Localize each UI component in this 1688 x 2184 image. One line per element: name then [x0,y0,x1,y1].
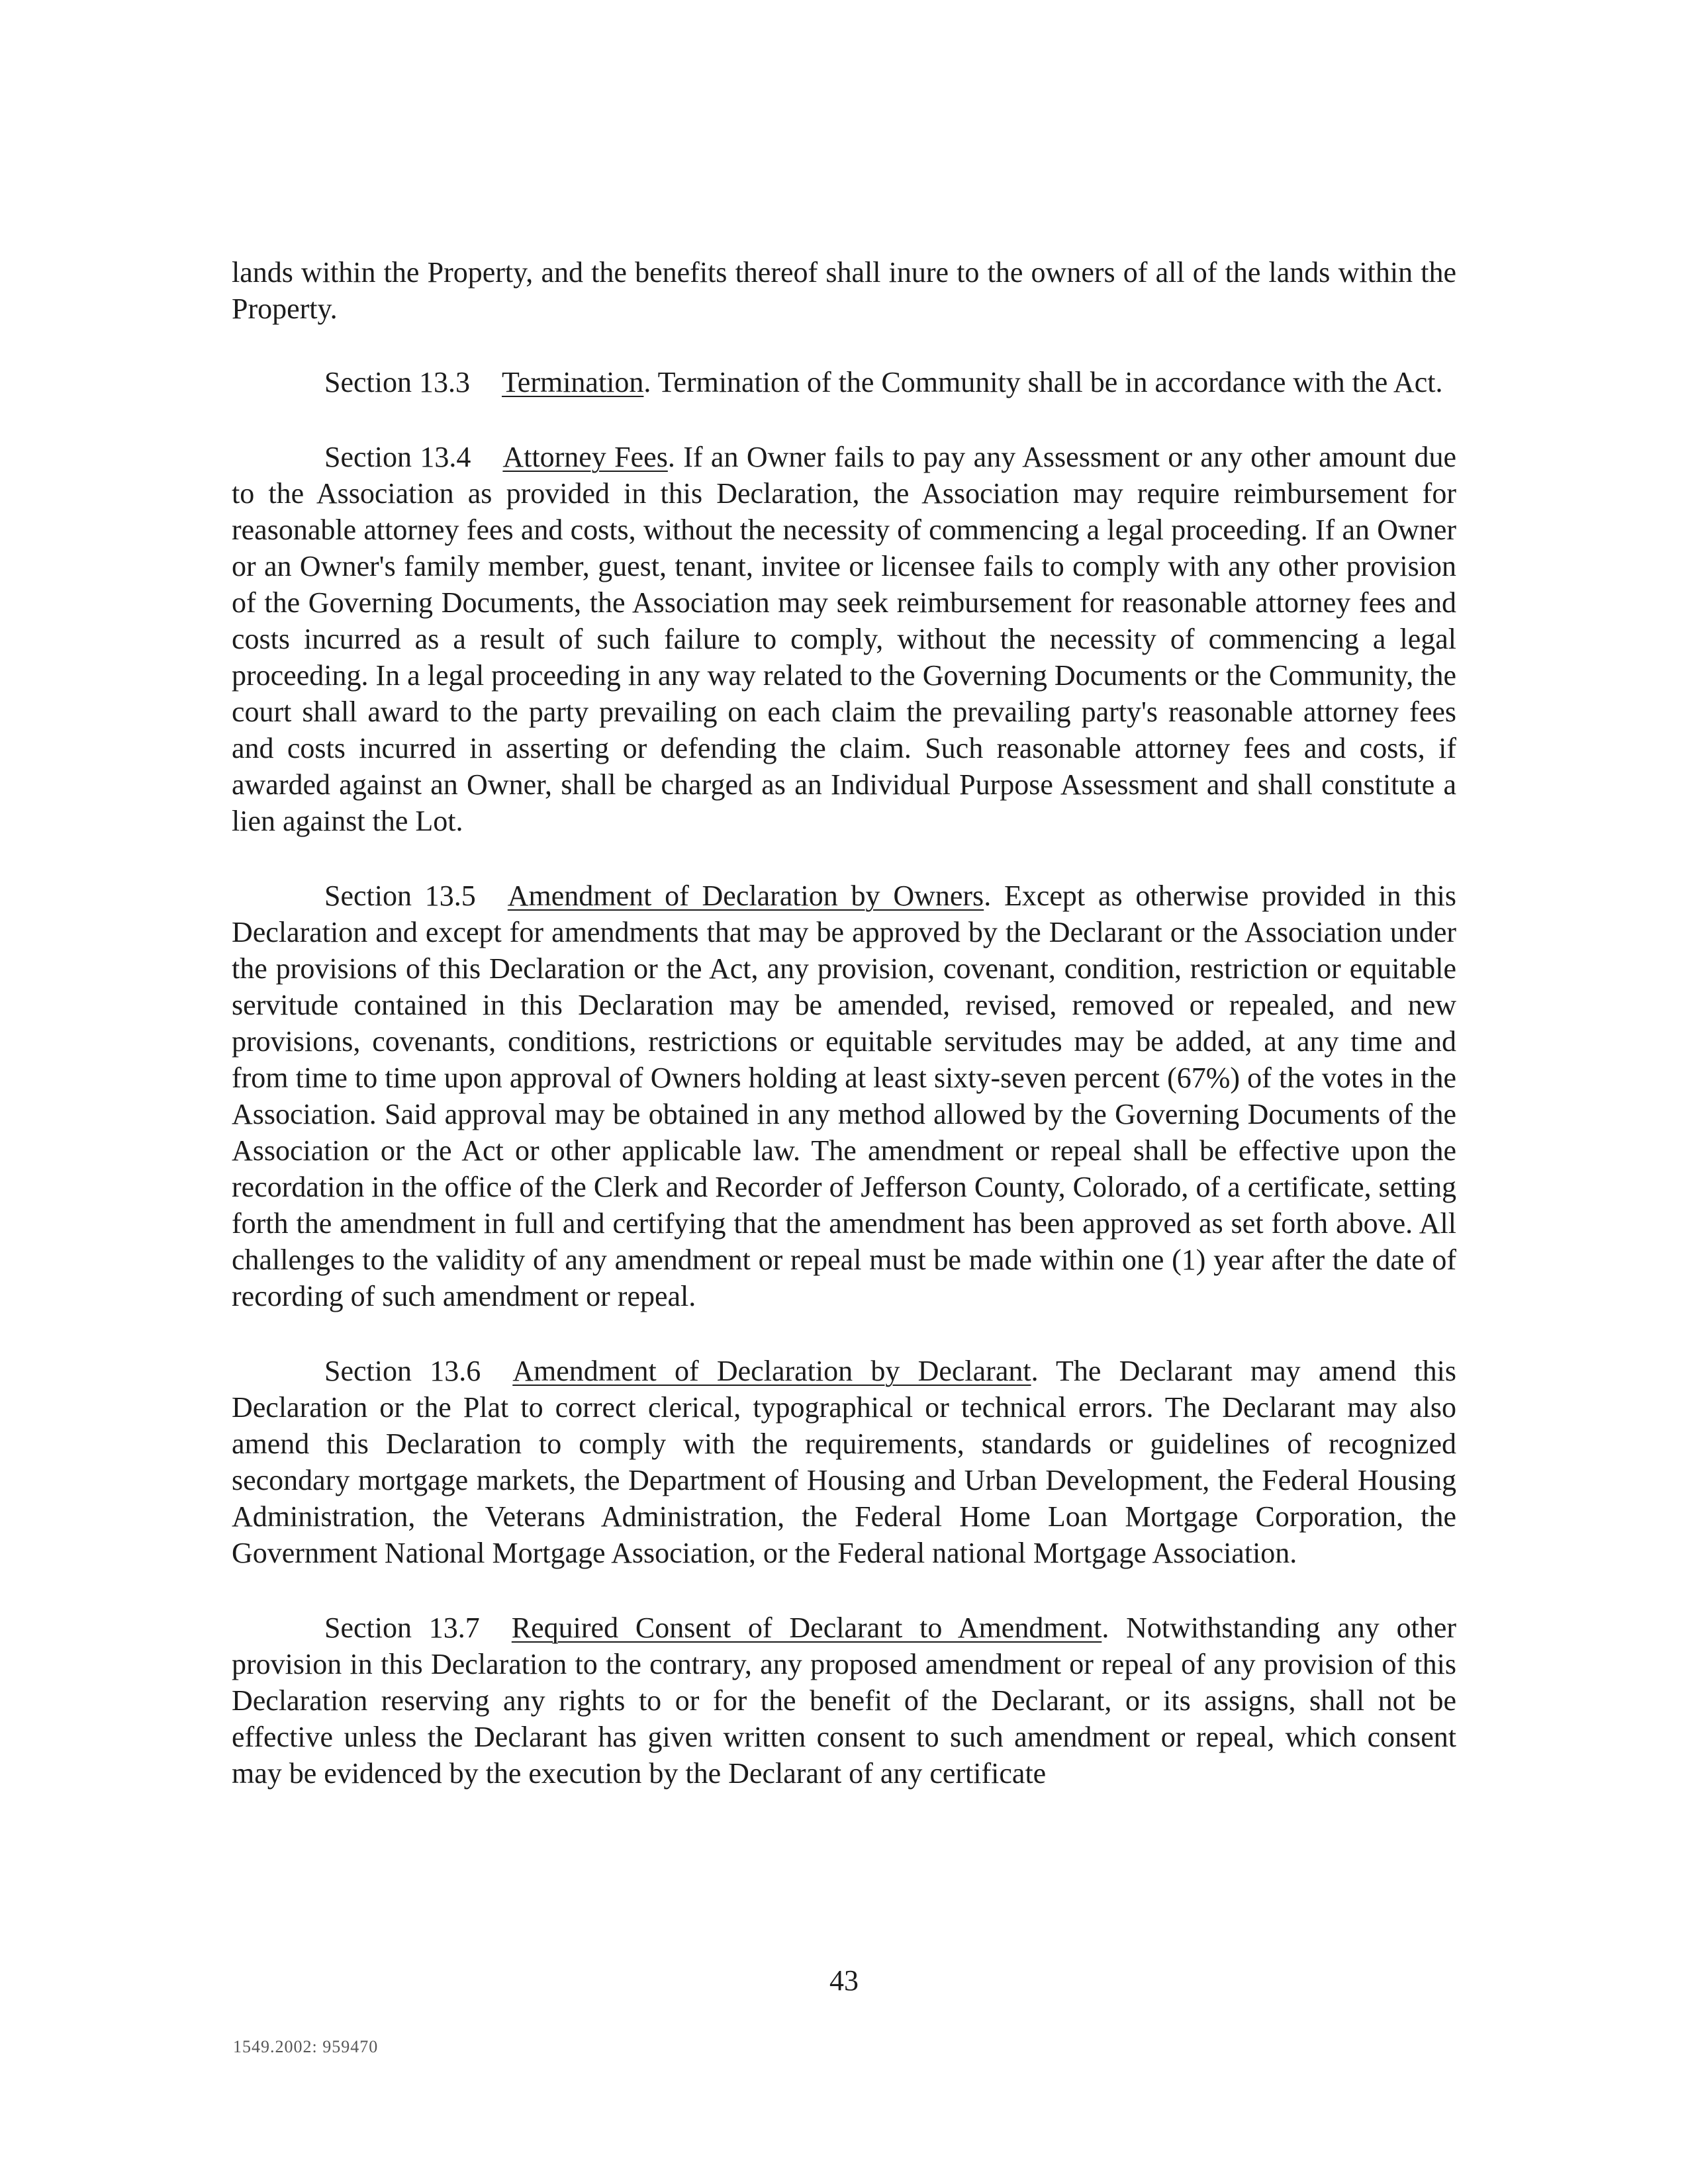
section-13-3-paragraph [232,364,1456,400]
section-number: Section 13.3 [324,366,470,398]
section-number: Section 13.5 [324,880,476,912]
section-body: . The Declarant may amend this Declaration or the Plat to correct clerical, typographical or technical errors. The Declarant may also amend this Declaration to comply with the requirements, standards or guidelines of recognized secondary mortgage markets, the Department of Housing and Urban Development, the Federal Housing Administration, the Veterans Administration, the Federal Home Loan Mortgage Corporation, the Government National Mortgage Association, or the Federal national Mortgage Association. [232,1355,1457,1569]
section-13-4-paragraph [232,439,1456,839]
page-number: 43 [829,1964,859,1997]
document-id-footer: 1549.2002: 959470 [233,2037,379,2056]
section-number: Section 13.6 [324,1355,481,1387]
section-number: Section 13.4 [324,441,471,473]
section-13-5-paragraph [232,878,1456,1314]
section-body: . If an Owner fails to pay any Assessment or any other amount due to the Association as provided in this Declaration, the Association may require reimbursement for reasonable attorney fees and costs, without the necessity of commencing a legal proceeding. If an Owner or an Owner's family member, guest, tenant, invitee or licensee fails to comply with any other provision of the Governing Documents, the Association may seek reimbursement for reasonable attorney fees and costs incurred as a result of such failure to comply, without the necessity of commencing a legal proceeding. In a legal proceeding in any way related to the Governing Documents or the Community, the court shall award to the party prevailing on each claim the prevailing party's reasonable attorney fees and costs incurred in asserting or defending the claim. Such reasonable attorney fees and costs, if awarded against an Owner, shall be charged as an Individual Purpose Assessment and shall constitute a lien against the Lot. [232,441,1456,837]
section-13-7-paragraph [232,1610,1456,1792]
section-heading: Required Consent of Declarant to Amendment [511,1612,1102,1644]
section-13-6-paragraph [232,1353,1456,1571]
section-number: Section 13.7 [324,1612,480,1644]
page-body [232,254,1456,1830]
section-body: . Except as otherwise provided in this Declaration and except for amendments that may be approved by the Declarant or the Association under the provisions of this Declaration or the Act, any provision, covenant, condition, restriction or equitable servitude contained in this Declaration may be amended, revised, removed or repealed, and new provisions, covenants, conditions, restrictions or equitable servitudes may be added, at any time and from time to time upon approval of Owners holding at least sixty-seven percent (67%) of the votes in the Association. Said approval may be obtained in any method allowed by the Governing Documents of the Association or the Act or other applicable law. The amendment or repeal shall be effective upon the recordation in the office of the Clerk and Recorder of Jefferson County, Colorado, of a certificate, setting forth the amendment in full and certifying that the amendment has been approved as set forth above. All challenges to the validity of any amendment or repeal must be made within one (1) year after the date of recording of such amendment or repeal. [232,880,1457,1312]
section-body: . Notwithstanding any other provision in this Declaration to the contrary, any proposed amendment or repeal of any provision of this Declaration reserving any rights to or for the benefit of the Declarant, or its assigns, shall not be effective unless the Declarant has given written consent to such amendment or repeal, which consent may be evidenced by the execution by the Declarant of any certificate [232,1612,1457,1790]
section-body: . Termination of the Community shall be in accordance with the Act. [643,366,1443,398]
continuation-paragraph: lands within the Property, and the benefits thereof shall inure to the owners of all of the lands within the Property. [232,256,1456,325]
section-heading: Amendment of Declaration by Owners [507,880,984,912]
section-heading: Amendment of Declaration by Declarant [512,1355,1031,1387]
section-heading: Termination [501,366,644,398]
section-heading: Attorney Fees [502,441,668,473]
